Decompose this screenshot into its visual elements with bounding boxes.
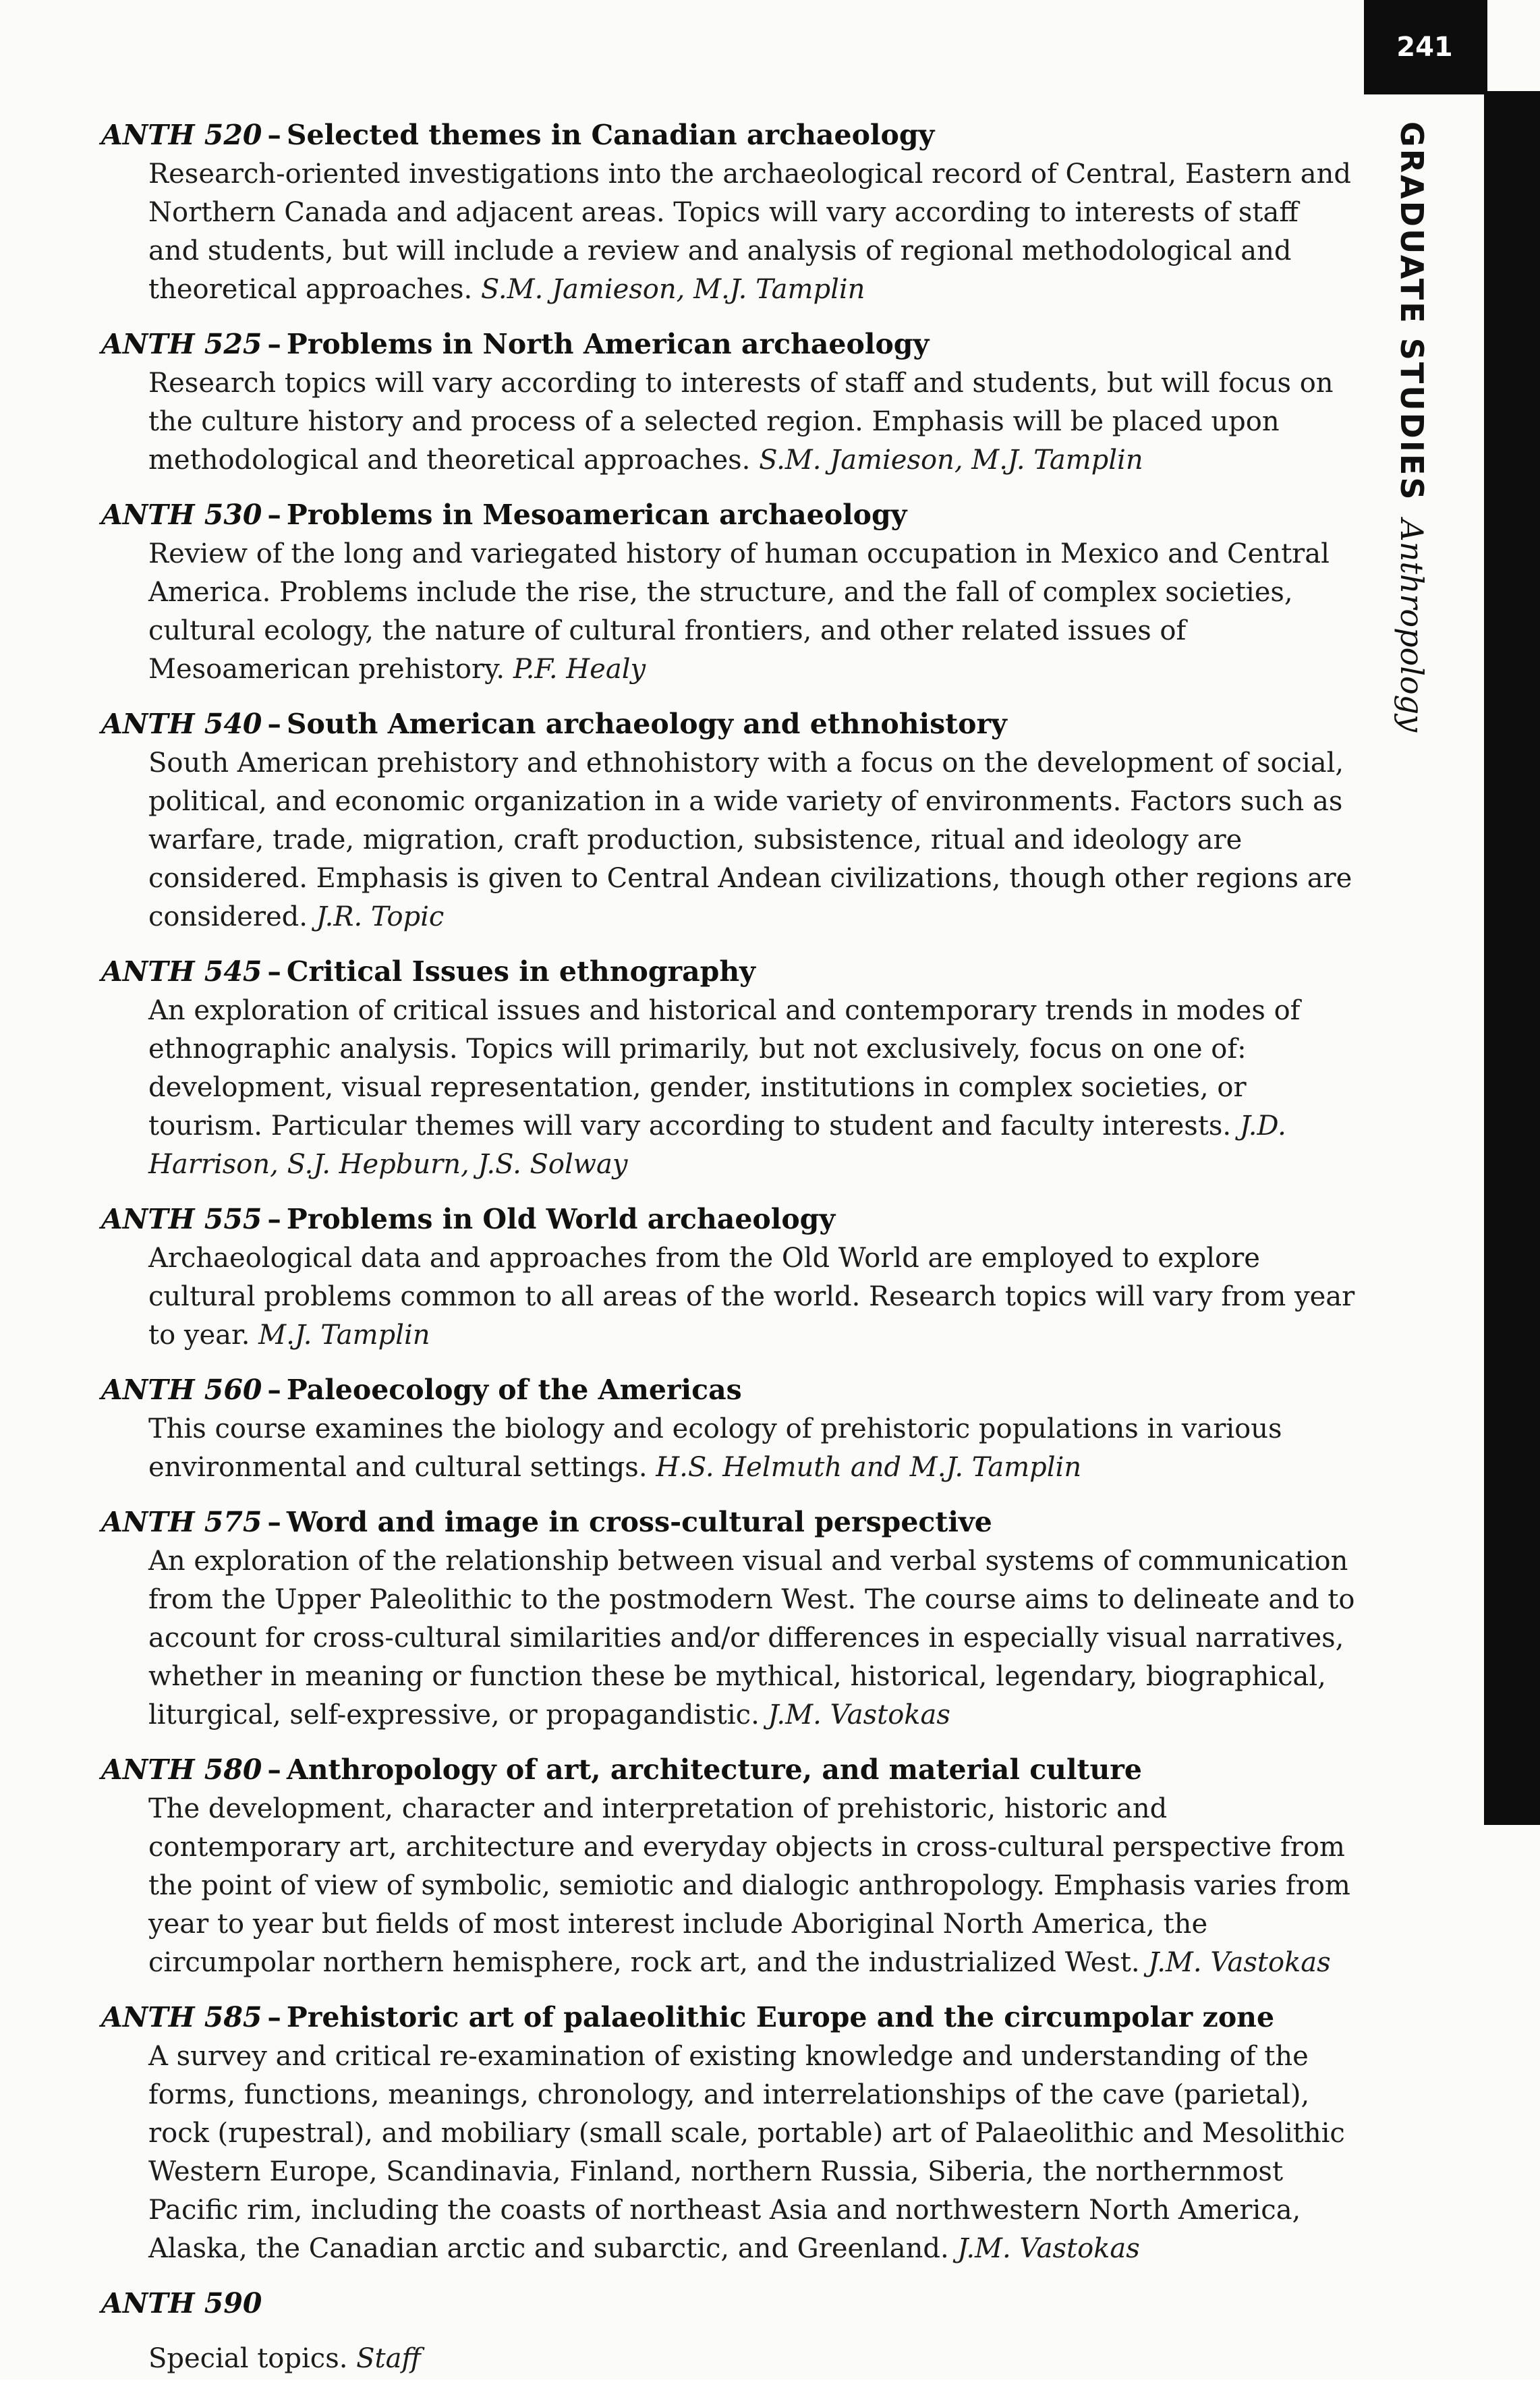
course-title: Selected themes in Canadian archaeology [286,119,935,151]
course-entry [101,115,1356,309]
course-instructors: Staff [356,2343,421,2374]
course-header [101,2283,1356,2324]
course-entry [101,2283,1356,2378]
course-description: The development, character and interpretation of prehistoric, historic and contemporary art, architecture and everyday objects in cross-cultural perspective from the point of view of symbolic, semiotic and dialogic anthropology. Emphasis varies from year to year but fields of most interest include Aboriginal North America, the circumpolar northern hemisphere, rock art, and the industrialized West. [148,1793,1350,1978]
page-number-text: 241 [1396,32,1453,63]
course-header [101,1370,1356,1410]
course-entry [101,1502,1356,1735]
course-title: Problems in North American archaeology [286,328,930,360]
course-description-block [148,2037,1356,2268]
course-code: ANTH 585 [101,2001,262,2033]
course-description-block [148,155,1356,309]
course-title: Problems in Old World archaeology [286,1203,836,1235]
course-description: Review of the long and variegated history of human occupation in Mexico and Central America. Problems include the rise, the structure, and the fall of complex societies, cultural ecology, the nature of cultural frontiers, and other related issues of Mesoamerican prehistory. [148,538,1330,685]
course-description: An exploration of the relationship between visual and verbal systems of communication from the Upper Paleolithic to the postmodern West. The course aims to delineate and to account for cross-cultural similarities and/or differences in especially visual narratives, whether in meaning or function these be mythical, historical, legendary, biographical, liturgical, self-expressive, or propagandistic. [148,1546,1355,1730]
course-title: Paleoecology of the Americas [286,1374,742,1406]
course-code: ANTH 530 [101,499,262,531]
course-title: Word and image in cross-cultural perspective [286,1506,992,1538]
course-description: Research-oriented investigations into the archaeological record of Central, Eastern and Northern Canada and adjacent areas. Topics will vary according to interests of staff and students, but will include a review and analysis of regional methodological and theoretical approaches. [148,159,1351,305]
course-code: ANTH 520 [101,119,262,151]
section-label [1394,121,1464,733]
course-title: Anthropology of art, architecture, and material culture [286,1753,1142,1786]
course-instructors: J.D. Harrison, S.J. Hepburn, J.S. Solway [148,1110,1286,1180]
course-title: Prehistoric art of palaeolithic Europe and the circumpolar zone [286,2001,1275,2033]
course-description: South American prehistory and ethnohistory with a focus on the development of social, political, and economic organization in a wide variety of environments. Factors such as warfare, trade, migration, craft production, subsistence, ritual and ideology are considered. Emphasis is given to Central Andean civilizations, though other regions are considered. [148,748,1352,932]
course-header [101,1749,1356,1790]
course-code: ANTH 560 [101,1374,262,1406]
course-code: ANTH 580 [101,1753,262,1786]
course-header [101,704,1356,744]
subsection-title: Anthropology [1394,519,1430,733]
course-description-block [148,535,1356,689]
course-instructors: P.F. Healy [513,654,646,685]
course-description: Special topics. [148,2343,348,2374]
course-description: Research topics will vary according to interests of staff and students, but will focus on the culture history and process of a selected region. Emphasis will be placed upon methodological and theoretical approaches. [148,368,1334,476]
course-entry [101,495,1356,689]
course-description-block [148,1239,1356,1355]
course-dash: – [267,328,281,360]
course-description-block [148,744,1356,936]
course-instructors: H.S. Helmuth and M.J. Tamplin [656,1452,1082,1483]
course-instructors: M.J. Tamplin [258,1320,430,1351]
course-code: ANTH 525 [101,328,262,360]
course-dash: – [267,2001,281,2033]
course-header [101,1502,1356,1542]
course-description-block [148,364,1356,480]
course-entry [101,324,1356,480]
course-description-block [148,1542,1356,1735]
course-description: Archaeological data and approaches from the Old World are employed to explore cultural problems common to all areas of the world. Research topics will vary from year to year. [148,1243,1355,1351]
course-dash: – [267,119,281,151]
course-entry [101,704,1356,936]
course-title: South American archaeology and ethnohistory [286,708,1007,740]
course-entry [101,951,1356,1184]
course-entry [101,1199,1356,1355]
course-code: ANTH 590 [101,2287,262,2319]
course-header [101,324,1356,364]
course-header [101,1199,1356,1239]
course-code: ANTH 540 [101,708,262,740]
course-description: This course examines the biology and ecology of prehistoric populations in various environmental and cultural settings. [148,1413,1282,1483]
course-list [101,115,1356,2393]
tab-rule [1485,0,1487,94]
course-dash: – [267,955,281,988]
course-description: A survey and critical re-examination of existing knowledge and understanding of the forms, functions, meanings, chronology, and interrelationships of the cave (parietal), rock (rupestral), and mobiliary (small scale, portable) art of Palaeolithic and Mesolithic Western Europe, Scandinavia, Finland, northern Russia, Siberia, the northernmost Pacific rim, including the coasts of northeast Asia and northwestern North America, Alaska, the Canadian arctic and subarctic, and Greenland. [148,2041,1345,2264]
course-instructors: J.M. Vastokas [1148,1947,1331,1978]
page-number [1364,0,1485,94]
course-dash: – [267,1374,281,1406]
course-instructors: S.M. Jamieson, M.J. Tamplin [759,445,1143,476]
course-dash: – [267,499,281,531]
course-description-block [148,1410,1356,1487]
course-instructors: J.R. Topic [316,901,445,932]
course-description-block [148,2340,1356,2378]
course-header [101,1997,1356,2037]
course-description-block [148,992,1356,1184]
course-title: Critical Issues in ethnography [286,955,755,988]
course-description-block [148,1790,1356,1982]
course-dash: – [267,1203,281,1235]
course-entry [101,1997,1356,2268]
course-entry [101,1749,1356,1982]
course-title: Problems in Mesoamerican archaeology [286,499,907,531]
section-title: GRADUATE STUDIES [1394,121,1430,502]
course-instructors: J.M. Vastokas [768,1699,950,1730]
course-instructors: J.M. Vastokas [957,2233,1140,2264]
course-entry [101,1370,1356,1487]
course-header [101,495,1356,535]
course-code: ANTH 575 [101,1506,262,1538]
course-description: An exploration of critical issues and historical and contemporary trends in modes of ethnographic analysis. Topics will primarily, but not exclusively, focus on one of: development, visual representation, gender, institutions in complex societies, or tourism. Particular themes will vary according to student and faculty interests. [148,995,1301,1142]
course-dash: – [267,1506,281,1538]
course-header [101,115,1356,155]
course-header [101,951,1356,992]
section-tab-bar [1484,91,1540,1825]
course-instructors: S.M. Jamieson, M.J. Tamplin [480,274,865,305]
course-dash: – [267,1753,281,1786]
course-code: ANTH 545 [101,955,262,988]
course-dash: – [267,708,281,740]
course-code: ANTH 555 [101,1203,262,1235]
